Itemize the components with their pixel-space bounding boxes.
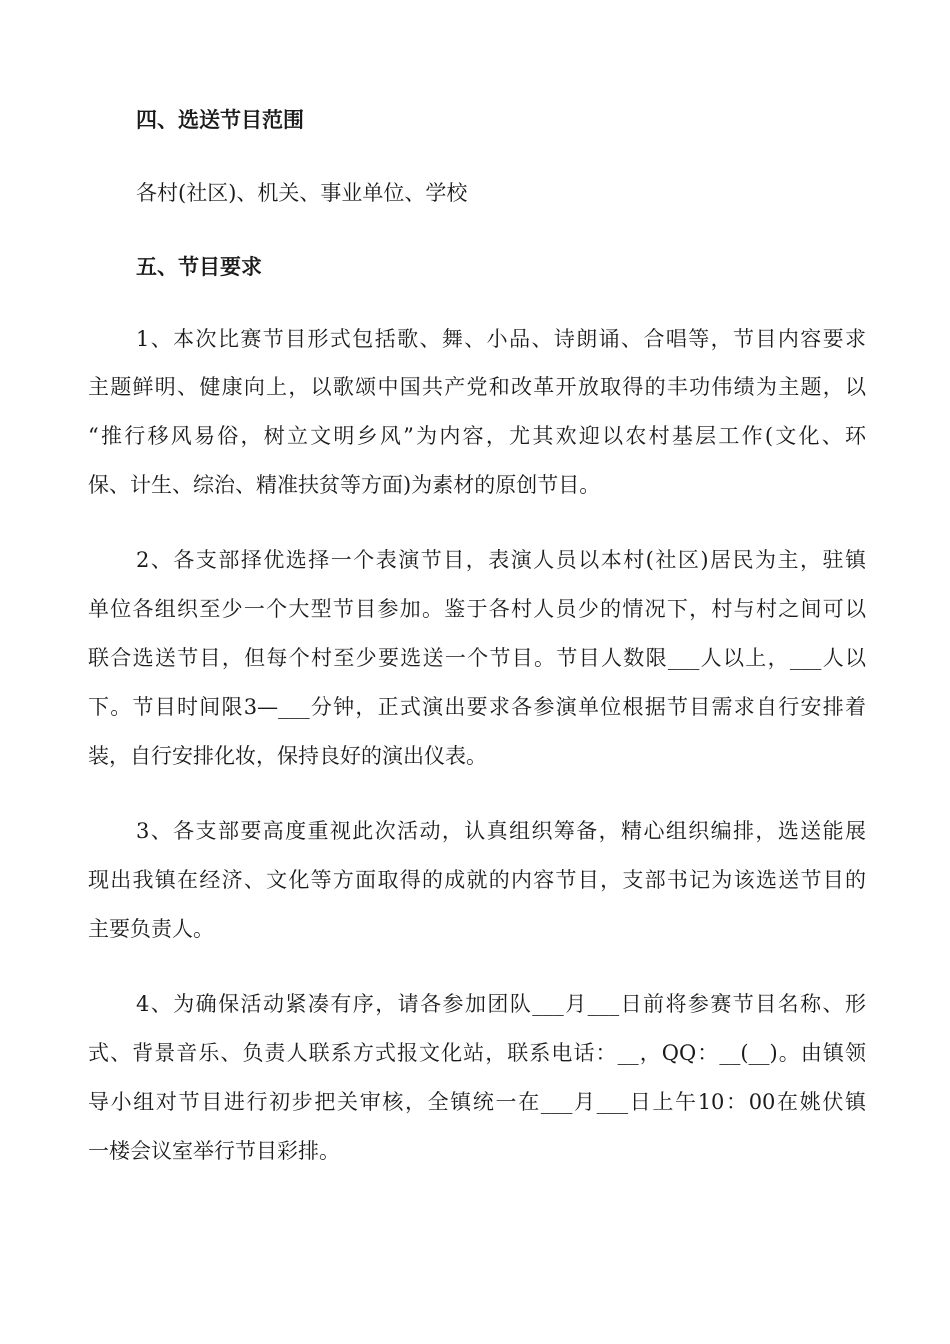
paragraph-line: 一楼会议室举行节目彩排。 [88, 1139, 340, 1163]
paragraph-line: 式、背景音乐、负责人联系方式报文化站，联系电话：__，QQ：__(__)。由镇领 [88, 1041, 866, 1065]
paragraph-line: 下。节目时间限3—___分钟，正式演出要求各参演单位根据节目需求自行安排着 [88, 695, 866, 719]
section-4-heading: 四、选送节目范围 [136, 108, 304, 132]
paragraph-line: 导小组对节目进行初步把关审核，全镇统一在___月___日上午10：00在姚伏镇 [88, 1090, 866, 1114]
paragraph-line: 4、为确保活动紧凑有序，请各参加团队___月___日前将参赛节目名称、形 [136, 992, 866, 1016]
paragraph-line: 主要负责人。 [88, 917, 214, 941]
paragraph-line: 联合选送节目，但每个村至少要选送一个节目。节目人数限___人以上，___人以 [88, 646, 866, 670]
paragraph-line: 装，自行安排化妆，保持良好的演出仪表。 [88, 744, 487, 768]
paragraph-line: 3、各支部要高度重视此次活动，认真组织筹备，精心组织编排，选送能展 [136, 819, 866, 843]
paragraph-line: 保、计生、综治、精准扶贫等方面)为素材的原创节目。 [88, 473, 601, 497]
paragraph-line: “推行移风易俗，树立文明乡风”为内容，尤其欢迎以农村基层工作(文化、环 [88, 424, 866, 448]
section-4-text: 各村(社区)、机关、事业单位、学校 [136, 181, 468, 205]
section-5-heading: 五、节目要求 [136, 255, 262, 279]
paragraph-line: 单位各组织至少一个大型节目参加。鉴于各村人员少的情况下，村与村之间可以 [88, 597, 866, 621]
paragraph-line: 1、本次比赛节目形式包括歌、舞、小品、诗朗诵、合唱等，节目内容要求 [136, 327, 866, 351]
paragraph-line: 2、各支部择优选择一个表演节目，表演人员以本村(社区)居民为主，驻镇 [136, 548, 866, 572]
paragraph-line: 主题鲜明、健康向上，以歌颂中国共产党和改革开放取得的丰功伟绩为主题，以 [88, 375, 866, 399]
paragraph-line: 现出我镇在经济、文化等方面取得的成就的内容节目，支部书记为该选送节目的 [88, 868, 866, 892]
